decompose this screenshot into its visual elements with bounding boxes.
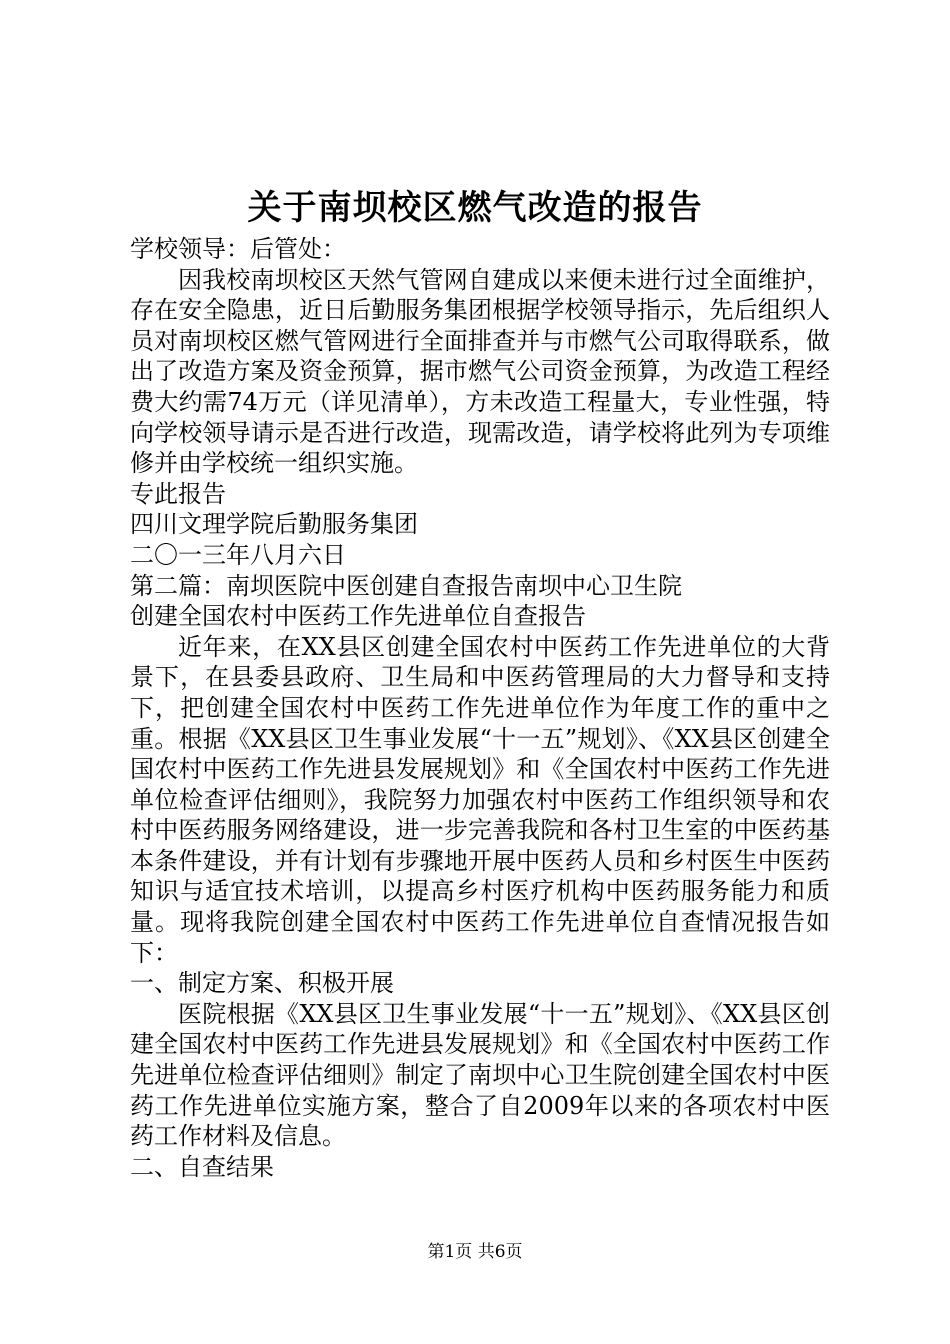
document-title: 关于南坝校区燃气改造的报告 — [247, 188, 703, 228]
second-article-subtitle: 创建全国农村中医药工作先进单位自查报告 — [130, 602, 586, 631]
paragraph-reason: 因我校南坝校区天然气管网自建成以来便未进行过全面维护，存在安全隐患，近日后勤服务集团根据学校领导指示，先后组织人员对南坝校区燃气管网进行全面排查并与市燃气公司取得联系，做出了改造方案及资金预算，据市燃气公司资金预算，为改造工程经费大约需74万元（详见清单），方未改造工程量大，专业性强，特向学校领导请示是否进行改造，现需改造，请学校将此列为专项维修并由学校统一组织实施。 — [130, 265, 830, 478]
sender-organization: 四川文理学院后勤服务集团 — [130, 510, 418, 539]
section-heading-2: 二、自查结果 — [130, 1152, 274, 1181]
paragraph-background: 近年来，在XX县区创建全国农村中医药工作先进单位的大背景下，在县委县政府、卫生局和中医药管理局的大力督导和支持下，把创建全国农村中医药工作先进单位作为年度工作的重中之重。根据《XX县区卫生事业发展“十一五”规划》、《XX县区创建全国农村中医药工作先进县发展规划》和《全国农村中医药工作先进单位检查评估细则》，我院努力加强农村中医药工作组织领导和农村中医药服务网络建设，进一步完善我院和各村卫生室的中医药基本条件建设，并有计划有步骤地开展中医药人员和乡村医生中医药知识与适宜技术培训，以提高乡村医疗机构中医药服务能力和质量。现将我院创建全国农村中医药工作先进单位自查情况报告如下： — [130, 632, 830, 967]
paragraph-plan: 医院根据《XX县区卫生事业发展“十一五”规划》、《XX县区创建全国农村中医药工作先进县发展规划》和《全国农村中医药工作先进单位检查评估细则》制定了南坝中心卫生院创建全国农村中医药工作先进单位实施方案，整合了自2009年以来的各项农村中医药工作材料及信息。 — [130, 999, 830, 1151]
closing-line: 专此报告 — [130, 479, 226, 508]
document-body — [130, 234, 830, 1182]
section-heading-1: 一、制定方案、积极开展 — [130, 969, 394, 998]
salutation: 学校领导：后管处： — [130, 235, 346, 263]
document-date: 二〇一三年八月六日 — [130, 540, 346, 569]
page-number-footer: 第1页 共6页 — [427, 1242, 523, 1262]
second-article-heading: 第二篇：南坝医院中医创建自查报告南坝中心卫生院 — [130, 571, 682, 600]
